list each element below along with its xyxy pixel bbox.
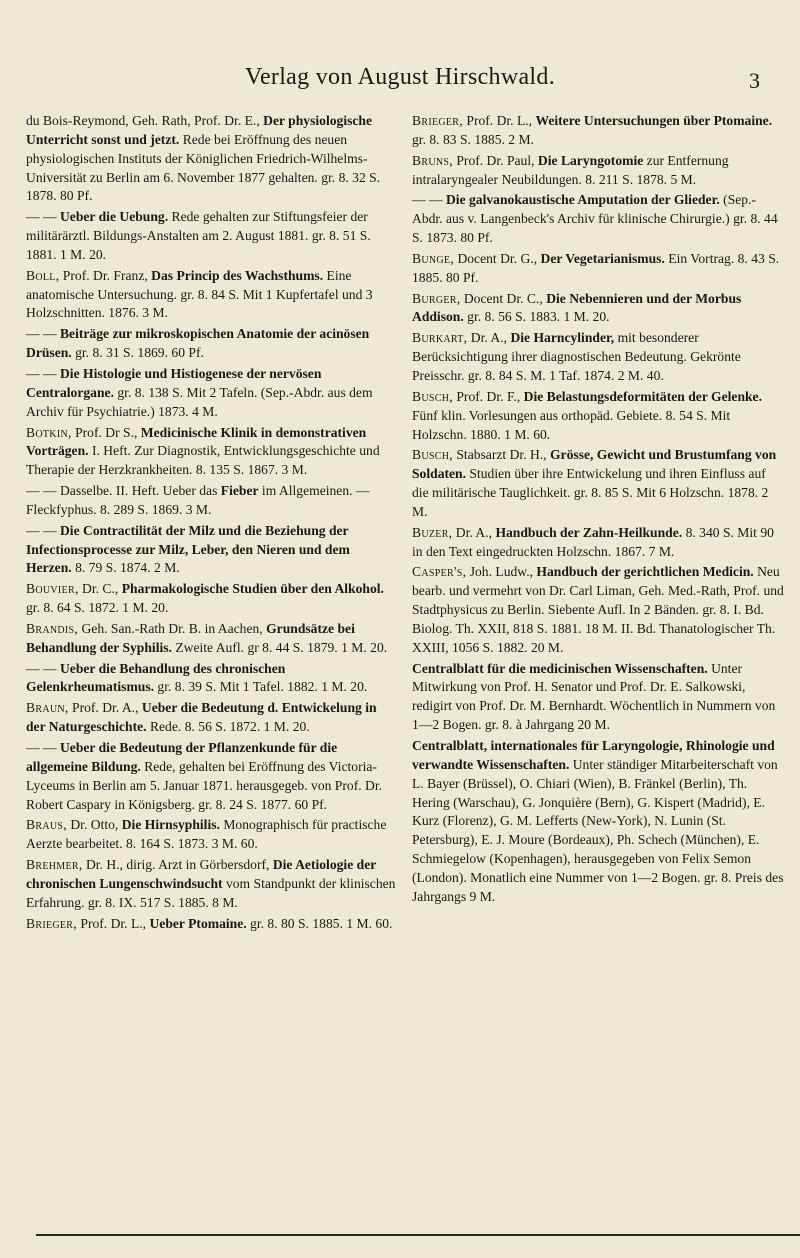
- entry-text-before: Prof. Dr. F.,: [452, 388, 524, 404]
- entry-title: Ueber Ptomaine.: [149, 915, 247, 931]
- entry-text-before: Prof. Dr. A.,: [68, 700, 142, 716]
- catalogue-entry: [412, 290, 784, 328]
- entry-author: Braus,: [26, 817, 67, 833]
- entry-title: Die Laryngotomie: [537, 152, 644, 168]
- page-header: [0, 62, 800, 102]
- entry-text-after: mit besonderer Berücksichtigung ihrer diagnostischen Bedeutung. Gekrönte Preisschr. gr. 8. 84 S. M. 1 Taf. 1874. 2 M. 40.: [412, 330, 741, 383]
- entry-text-after: Studien über ihre Entwickelung und ihren Einfluss auf die militärische Tauglichkeit. gr. 8. 85 S. Mit 6 Holzschn. 1878. 2 M.: [412, 466, 769, 519]
- entry-author: Casper's,: [412, 564, 467, 580]
- entry-text-after: zur Entfernung intralaryngealer Neubildungen. 8. 211 S. 1878. 5 M.: [412, 152, 729, 187]
- entry-text-after: 8. 79 S. 1874. 2 M.: [71, 560, 180, 576]
- entry-text-after: gr. 8. 83 S. 1885. 2 M.: [412, 131, 534, 147]
- entry-text-after: I. Heft. Zur Diagnostik, Entwicklungsgeschichte und Therapie der Herzkrankheiten. 8. 135 S. 1867. 3 M.: [26, 443, 380, 478]
- entry-text-before: — —: [26, 660, 60, 676]
- entry-title: Beiträge zur mikroskopischen Anatomie der acinösen Drüsen.: [26, 326, 370, 361]
- left-column: [26, 112, 398, 935]
- entry-text-after: gr. 8. 39 S. Mit 1 Tafel. 1882. 1 M. 20.: [154, 679, 368, 695]
- entry-author: Bouvier,: [26, 581, 79, 597]
- entry-author: Busch,: [412, 447, 453, 463]
- entry-text-after: gr. 8. 56 S. 1883. 1 M. 20.: [463, 309, 610, 325]
- entry-text-before: Geh. San.-Rath Dr. B. in Aachen,: [78, 620, 267, 636]
- catalogue-entry: [412, 250, 784, 288]
- entry-author: Brehmer,: [26, 857, 83, 873]
- entry-text-before: Dr. Otto,: [66, 817, 122, 833]
- catalogue-entry: [26, 915, 398, 934]
- entry-author: Busch,: [412, 388, 453, 404]
- entry-title: Die Contractilität der Milz und die Beziehung der Infectionsprocesse zur Milz, Leber, den Nieren und dem Herzen.: [26, 522, 350, 576]
- entry-author: Burger,: [412, 290, 461, 306]
- entry-text-after: Rede gehalten zur Stiftungsfeier der militärärztl. Bildungs-Anstalten am 2. August 1881. gr. 8. 51 S. 1881. 1 M. 20.: [26, 209, 371, 262]
- entry-title: Ueber die Bedeutung d. Entwickelung in der Naturgeschichte.: [26, 700, 377, 735]
- catalogue-entry: [26, 660, 398, 698]
- entry-title: Handbuch der gerichtlichen Medicin.: [536, 564, 754, 580]
- entry-text-before: Prof. Dr. Paul,: [452, 152, 538, 168]
- entry-title: Ueber die Behandlung des chronischen Gelenkrheumatismus.: [26, 660, 286, 695]
- entry-author: Brandis,: [26, 620, 79, 636]
- entry-text-before: Joh. Ludw.,: [466, 564, 537, 580]
- entry-text-after: Monographisch für practische Aerzte bearbeitet. 8. 164 S. 1873. 3 M. 60.: [26, 817, 387, 852]
- catalogue-entry: [26, 580, 398, 618]
- entry-text-after: Rede bei Eröffnung des neuen physiologischen Instituts der Königlichen Friedrich-Wilhelms-Universität zu Berlin am 6. November 1877 gehalten. gr. 8. 32 S. 1878. 80 Pf.: [26, 131, 381, 204]
- entry-text-after: 8. 340 S. Mit 90 in den Text eingedruckten Holzschn. 1867. 7 M.: [412, 524, 774, 559]
- entry-text-after: gr. 8. 138 S. Mit 2 Tafeln. (Sep.-Abdr. aus dem Archiv für Psychiatrie.) 1873. 4 M.: [26, 384, 373, 419]
- entry-text-before: — — Dasselbe. II. Heft. Ueber das: [26, 483, 221, 499]
- entry-text-before: Prof. Dr S.,: [71, 424, 141, 440]
- entry-title: Centralblatt, internationales für Laryngologie, Rhinologie und verwandte Wissenschaften.: [412, 738, 775, 772]
- entry-text-before: — —: [26, 740, 60, 755]
- entry-title: Handbuch der Zahn-Heilkunde.: [495, 524, 683, 540]
- entry-title: Ueber die Bedeutung der Pflanzenkunde für die allgemeine Bildung.: [26, 740, 338, 774]
- entry-text-after: gr. 8. 31 S. 1869. 60 Pf.: [71, 345, 204, 361]
- catalogue-entry: [26, 267, 398, 324]
- entry-text-before: — —: [412, 192, 446, 208]
- entry-text-before: du Bois-Reymond, Geh. Rath, Prof. Dr. E.,: [26, 113, 264, 128]
- entry-title: Medicinische Klinik in demonstrativen Vorträgen.: [26, 424, 367, 459]
- catalogue-entry: [412, 329, 784, 386]
- catalogue-entry: [26, 739, 398, 814]
- entry-text-after: Ein Vortrag. 8. 43 S. 1885. 80 Pf.: [412, 250, 780, 285]
- entry-title: Grundsätze bei Behandlung der Syphilis.: [26, 620, 355, 655]
- entry-title: Die Histologie und Histiogenese der nervösen Centralorgane.: [26, 365, 322, 400]
- entry-text-before: — —: [26, 522, 60, 538]
- entry-author: Botkin,: [26, 424, 72, 440]
- catalogue-entry: [26, 365, 398, 422]
- entry-author: Braun,: [26, 700, 69, 716]
- entry-text-before: — —: [26, 326, 60, 342]
- catalogue-entry: [26, 699, 398, 737]
- catalogue-entry: [412, 446, 784, 521]
- entry-title: Der physiologische Unterricht sonst und jetzt.: [26, 113, 373, 147]
- entry-text-after: Rede. 8. 56 S. 1872. 1 M. 20.: [146, 719, 310, 735]
- entry-text-before: Docent Dr. G.,: [454, 250, 541, 266]
- catalogue-entry: [26, 112, 398, 206]
- entry-text-before: Dr. H., dirig. Arzt in Görbersdorf,: [82, 857, 273, 873]
- catalogue-entry: [26, 620, 398, 658]
- entry-author: Buzer,: [412, 524, 453, 540]
- entry-text-before: — —: [26, 365, 60, 381]
- entry-text-after: gr. 8. 80 S. 1885. 1 M. 60.: [246, 915, 393, 931]
- bottom-rule: [36, 1234, 800, 1236]
- entry-title: Die Hirnsyphilis.: [121, 817, 220, 833]
- entry-title: Die Belastungsdeformitäten der Gelenke.: [523, 388, 762, 404]
- entry-author: Brieger,: [26, 915, 77, 931]
- entry-author: Bunge,: [412, 250, 455, 266]
- entry-title: Das Princip des Wachsthums.: [151, 267, 324, 283]
- catalogue-entry: [412, 737, 784, 907]
- entry-text-before: Stabsarzt Dr. H.,: [452, 447, 550, 463]
- catalogue-entry: [26, 208, 398, 265]
- right-column: [412, 112, 784, 909]
- entry-text-before: Dr. A.,: [467, 330, 511, 346]
- entry-text-before: — —: [26, 209, 60, 225]
- entry-text-after: (Sep.-Abdr. aus v. Langenbeck's Archiv für klinische Chirurgie.) gr. 8. 44 S. 1873. 80 Pf.: [412, 192, 778, 246]
- catalogue-entry: [412, 524, 784, 562]
- catalogue-entry: [412, 112, 784, 150]
- entry-title: Ueber die Uebung.: [59, 209, 169, 225]
- entry-title: Fieber: [220, 483, 259, 499]
- entry-title: Die Harncylinder,: [510, 330, 615, 346]
- entry-text-after: Zweite Aufl. gr 8. 44 S. 1879. 1 M. 20.: [171, 639, 388, 655]
- entry-title: Pharmakologische Studien über den Alkohol.: [121, 581, 384, 597]
- entry-text-after: Rede, gehalten bei Eröffnung des Victoria-Lyceums in Berlin am 5. Januar 1871. herausgegeb. von Prof. Dr. Robert Caspary in Königsberg. gr. 8. 24 S. 1877. 60 Pf.: [26, 758, 383, 812]
- entry-author: Bruns,: [412, 152, 453, 168]
- catalogue-entry: [412, 660, 784, 735]
- catalogue-entry: [26, 522, 398, 579]
- entry-text-before: Docent Dr. C.,: [460, 290, 547, 306]
- entry-text-after: Neu bearb. und vermehrt von Dr. Carl Liman, Geh. Med.-Rath, Prof. und Stadtphysicus zu Berlin. Siebente Aufl. In 2 Bänden. gr. 8. I. Bd. Biolog. Th. XXII, 818 S. 1881. 18 M. II. Bd. Thanatologischer Th. XXIII, 1056 S. 1882. 20 M.: [412, 564, 784, 655]
- catalogue-entry: [26, 482, 398, 520]
- entry-title: Die Aetiologie der chronischen Lungenschwindsucht: [26, 857, 377, 891]
- entry-text-before: Prof. Dr. L.,: [76, 915, 150, 931]
- entry-title: Centralblatt für die medicinischen Wissenschaften.: [412, 660, 708, 676]
- entry-text-before: Prof. Dr. L.,: [462, 113, 536, 128]
- entry-author: Boll,: [26, 267, 60, 283]
- entry-text-before: Prof. Dr. Franz,: [59, 267, 152, 283]
- entry-title: Die galvanokaustische Amputation der Glieder.: [445, 192, 720, 208]
- entry-title: Der Vegetarianismus.: [540, 250, 665, 266]
- catalogue-entry: [26, 325, 398, 363]
- catalogue-entry: [412, 388, 784, 445]
- page-number: 3: [749, 68, 760, 93]
- entry-text-after: im Allgemeinen. — Fleckfyphus. 8. 289 S. 1869. 3 M.: [26, 483, 370, 517]
- entry-text-after: Fünf klin. Vorlesungen aus orthopäd. Gebiete. 8. 54 S. Mit Holzschn. 1880. 1 M. 60.: [412, 407, 731, 442]
- catalogue-entry: [412, 563, 784, 657]
- entry-text-after: Eine anatomische Untersuchung. gr. 8. 84 S. Mit 1 Kupfertafel und 3 Holzschnitten. 1876. 3 M.: [26, 267, 373, 321]
- entry-text-after: vom Standpunkt der klinischen Erfahrung. gr. 8. IX. 517 S. 1885. 8 M.: [26, 875, 396, 910]
- publisher-heading: Verlag von August Hirschwald.: [245, 64, 555, 90]
- entry-title: Die Nebennieren und der Morbus Addison.: [412, 290, 742, 325]
- entry-author: Burkart,: [412, 330, 468, 346]
- catalogue-entry: [26, 856, 398, 913]
- entry-text-after: gr. 8. 64 S. 1872. 1 M. 20.: [26, 600, 169, 616]
- catalogue-entry: [412, 191, 784, 248]
- entry-text-after: Unter Mitwirkung von Prof. H. Senator und Prof. Dr. E. Salkowski, redigirt von Prof. Dr. M. Bernhardt. Wöchentlich in Nummern von 1—2 Bogen. gr. 8. à Jahrgang 20 M.: [412, 660, 776, 733]
- entry-text-before: Dr. C.,: [78, 581, 122, 597]
- entry-author: Brieger,: [412, 113, 463, 128]
- entry-text-before: Dr. A.,: [452, 524, 496, 540]
- entry-title: Weitere Untersuchungen über Ptomaine.: [535, 113, 773, 128]
- catalogue-entry: [26, 424, 398, 481]
- catalogue-entry: [26, 816, 398, 854]
- entry-text-after: Unter ständiger Mitarbeiterschaft von L. Bayer (Brüssel), O. Chiari (Wien), B. Fränkel (Berlin), Th. Hering (Warschau), G. Jonquière (Bern), G. Kispert (Madrid), E. Kurz (Florenz), G. M. Lefferts (New-York), N. Lunin (St. Petersburg), E. J. Moure (Bordeaux), Ph. Schech (München), E. Schmiegelow (Kopenhagen), herausgegeben von Felix Semon (London). Monatlich eine Nummer von 1—2 Bogen. gr. 8. Preis des Jahrgangs 9 M.: [412, 756, 784, 904]
- entry-title: Grösse, Gewicht und Brustumfang von Soldaten.: [412, 447, 777, 482]
- catalogue-entry: [412, 152, 784, 190]
